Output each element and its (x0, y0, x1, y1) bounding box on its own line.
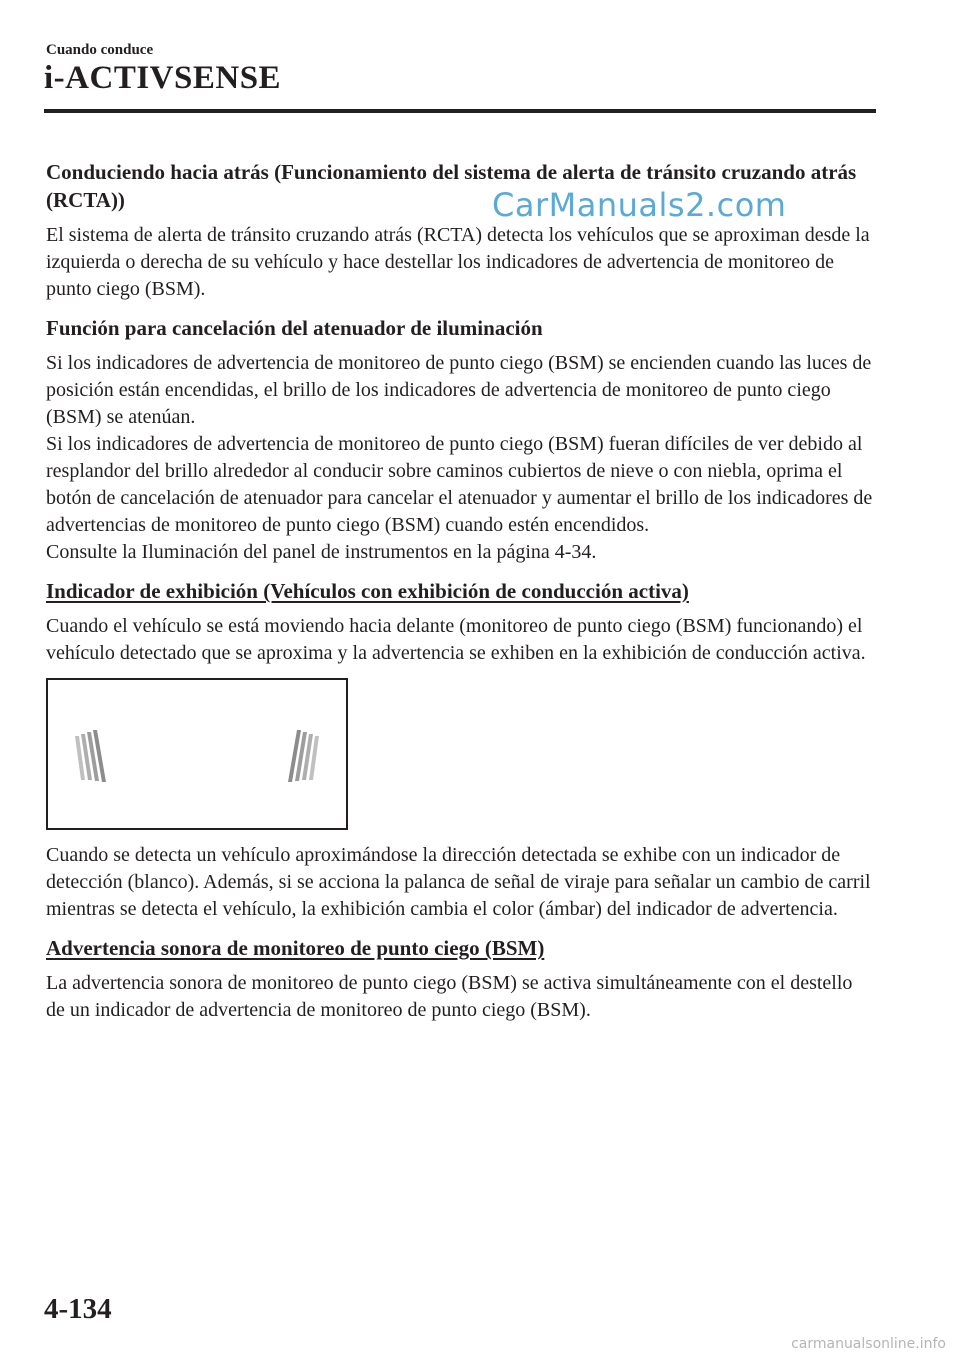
heading-audible-warning: Advertencia sonora de monitoreo de punto ciego (BSM) (46, 936, 545, 960)
right-detection-indicator-icon (288, 730, 319, 782)
figure-drawing (48, 680, 346, 828)
paragraph-audible-warning: La advertencia sonora de monitoreo de punto ciego (BSM) se activa simultáneamente con el destello de un indicador de advertencia de monitoreo de punto ciego (BSM). (46, 972, 853, 1021)
chapter-title: i-ACTIVSENSE (44, 60, 282, 96)
paragraph-dimmer-2: Si los indicadores de advertencia de monitoreo de punto ciego (BSM) fueran difíciles de ver debido al resplandor del brillo alrededor al conducir sobre caminos cubiertos de nieve o con niebla, oprima el botón de cancelación de atenuador para cancelar el atenuador y aumentar el brillo de los indicadores de advertencias de monitoreo de punto ciego (BSM) cuando estén encendidos. (46, 433, 873, 536)
paragraph-display-2: Cuando se detecta un vehículo aproximándose la dirección detectada se exhibe con un indicador de detección (blanco). Además, si se acciona la palanca de señal de viraje para señalar un cambio de carril mientras se detecta el vehículo, la exhibición cambia el color (ámbar) del indicador de advertencia. (46, 844, 871, 920)
section-label: Cuando conduce (46, 42, 154, 58)
paragraph-dimmer-1: Si los indicadores de advertencia de monitoreo de punto ciego (BSM) se encienden cuando las luces de posición están encendidas, el brillo de los indicadores de advertencia de monitoreo de punto ciego (BSM) se atenúan. (46, 352, 872, 428)
header-divider (44, 109, 876, 113)
heading-dimmer-cancel: Función para cancelación del atenuador de iluminación (46, 316, 543, 340)
paragraph-rcta: El sistema de alerta de tránsito cruzando atrás (RCTA) detecta los vehículos que se aproximan desde la izquierda o derecha de su vehículo y hace destellar los indicadores de advertencia de monitoreo de punto ciego (BSM). (46, 224, 870, 300)
active-driving-display-figure (46, 678, 348, 830)
heading-display-indicator: Indicador de exhibición (Vehículos con exhibición de conducción activa) (46, 579, 689, 603)
heading-rcta: Conduciendo hacia atrás (Funcionamiento del sistema de alerta de tránsito cruzando atrás (RCTA)) (46, 160, 857, 212)
page-content (46, 158, 876, 1035)
paragraph-display-1: Cuando el vehículo se está moviendo hacia delante (monitoreo de punto ciego (BSM) funcionando) el vehículo detectado que se aproxima y la advertencia se exhiben en la exhibición de conducción activa. (46, 615, 866, 664)
page-number: 4-134 (44, 1293, 112, 1325)
watermark-logo: CarManuals2.com (492, 186, 787, 224)
paragraph-dimmer-3: Consulte la Iluminación del panel de instrumentos en la página 4-34. (46, 541, 597, 563)
footer-site-watermark: carmanualsonline.info (791, 1336, 946, 1352)
left-detection-indicator-icon (75, 730, 106, 782)
